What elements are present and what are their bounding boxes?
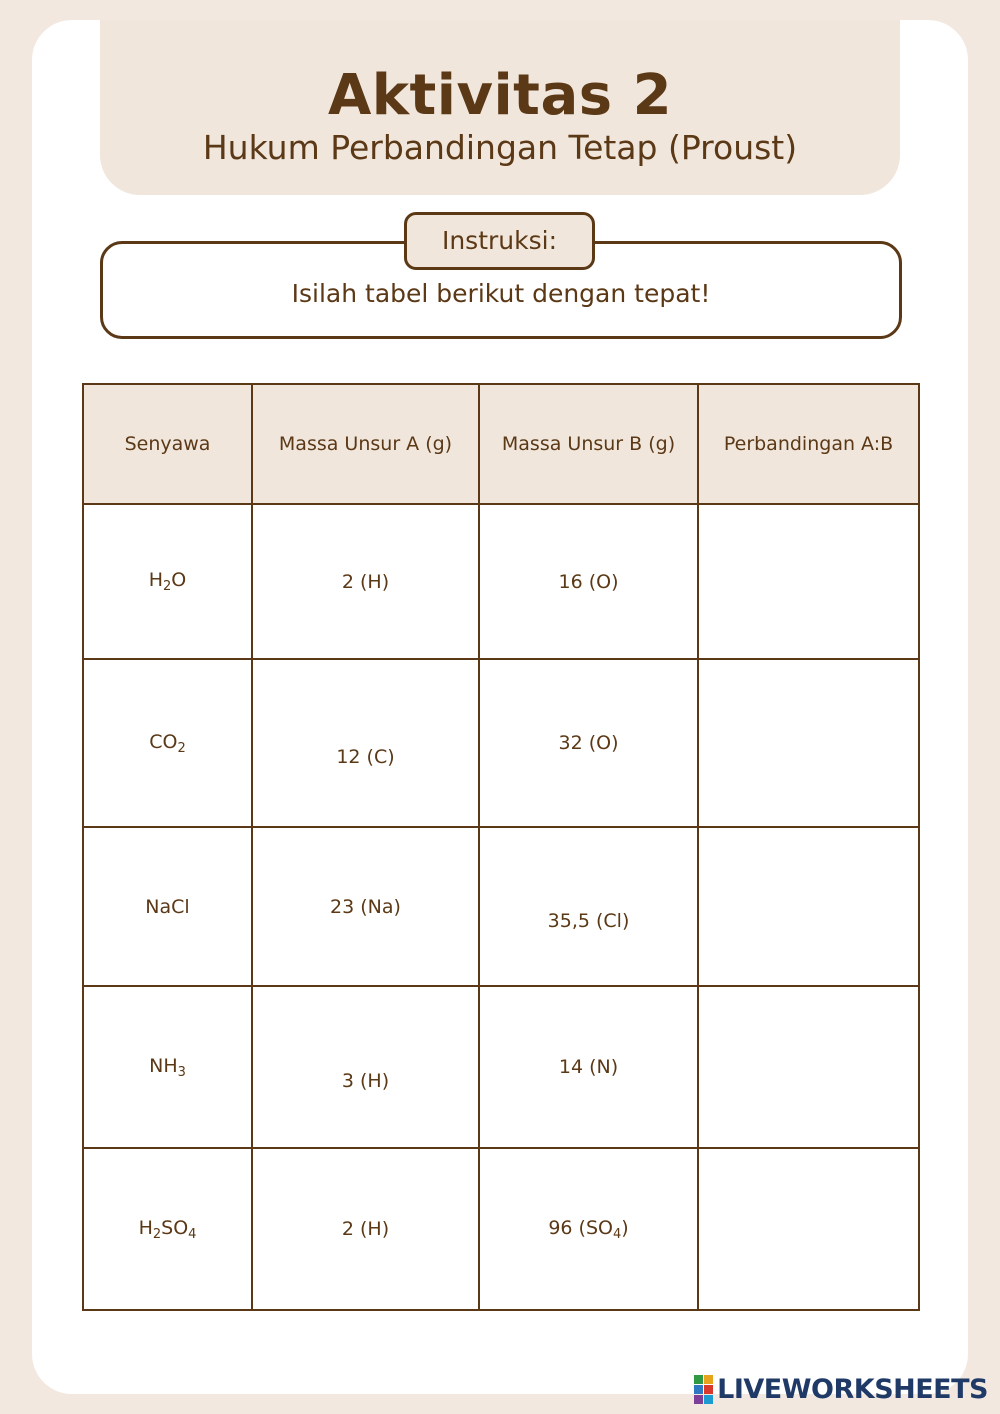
mass-b-value: 32 (O): [558, 732, 619, 754]
page-subtitle: Hukum Perbandingan Tetap (Proust): [202, 128, 798, 167]
compound-base: NaCl: [145, 895, 190, 918]
ratio-answer-cell[interactable]: [698, 1148, 919, 1310]
table-row: [83, 827, 919, 986]
table-row: [83, 986, 919, 1148]
compound-subscript: 2: [163, 579, 172, 594]
compound-base: H: [148, 569, 164, 591]
mass-b-value: 35,5 (Cl): [547, 909, 630, 932]
table-row: [83, 659, 919, 827]
mass-b-subscript: 4: [612, 1226, 622, 1242]
mass-a-value: 3 (H): [341, 1070, 390, 1092]
compound-cell: [83, 986, 252, 1148]
logo-square: [704, 1385, 713, 1394]
compound-rest: SO: [161, 1216, 189, 1239]
compound-cell: [83, 827, 252, 986]
logo-text: LIVEWORKSHEETS: [717, 1373, 988, 1405]
mass-a-cell: 2 (H): [252, 504, 479, 659]
mass-a-value: 12 (C): [336, 746, 395, 768]
compound-subscript-2: 4: [188, 1226, 197, 1242]
compound-cell: [83, 659, 252, 827]
logo-square: [704, 1395, 713, 1404]
logo-square: [704, 1375, 713, 1384]
compound-base: H: [138, 1216, 153, 1239]
mass-b-value: 96 (SO: [548, 1216, 613, 1239]
data-table: [82, 383, 920, 1311]
mass-a-cell: [252, 659, 479, 827]
page-title: Aktivitas 2: [327, 63, 673, 128]
compound-subscript: 2: [152, 1226, 162, 1242]
mass-a-cell: 2 (H): [252, 1148, 479, 1310]
instructions-label: Instruksi:: [404, 212, 595, 270]
table-row: [83, 504, 919, 659]
compound-base: NH: [149, 1054, 178, 1077]
mass-b-rest: ): [621, 1216, 629, 1239]
compound-rest: O: [171, 569, 187, 591]
liveworksheets-logo[interactable]: [694, 1374, 988, 1404]
ratio-answer-cell[interactable]: [698, 504, 919, 659]
mass-a-cell: [252, 986, 479, 1148]
mass-b-cell: [479, 986, 698, 1148]
compound-subscript: 3: [177, 1064, 186, 1080]
ratio-answer-cell[interactable]: [698, 986, 919, 1148]
header-perbandingan: Perbandingan A:B: [698, 384, 919, 504]
mass-b-value: 14 (N): [558, 1056, 619, 1078]
compound-base: CO: [149, 730, 178, 753]
mass-a-cell: 23 (Na): [252, 827, 479, 986]
header-massa-b: Massa Unsur B (g): [479, 384, 698, 504]
ratio-answer-cell[interactable]: [698, 659, 919, 827]
mass-b-cell: [479, 827, 698, 986]
logo-square: [694, 1375, 703, 1384]
liveworksheets-logo-icon: [694, 1375, 713, 1404]
compound-subscript: 2: [177, 740, 186, 756]
mass-b-cell: [479, 1148, 698, 1310]
header-banner: [100, 20, 900, 195]
ratio-answer-cell[interactable]: [698, 827, 919, 986]
mass-b-cell: [479, 659, 698, 827]
compound-cell: [83, 1148, 252, 1310]
mass-b-cell: [479, 504, 698, 659]
table-header-row: [83, 384, 919, 504]
logo-square: [694, 1395, 703, 1404]
table-row: [83, 1148, 919, 1310]
header-massa-a: Massa Unsur A (g): [252, 384, 479, 504]
logo-square: [694, 1385, 703, 1394]
header-senyawa: Senyawa: [83, 384, 252, 504]
mass-b-value: 16 (O): [558, 570, 619, 593]
compound-cell: [83, 504, 252, 659]
instructions-text: Isilah tabel berikut dengan tepat!: [291, 279, 711, 308]
